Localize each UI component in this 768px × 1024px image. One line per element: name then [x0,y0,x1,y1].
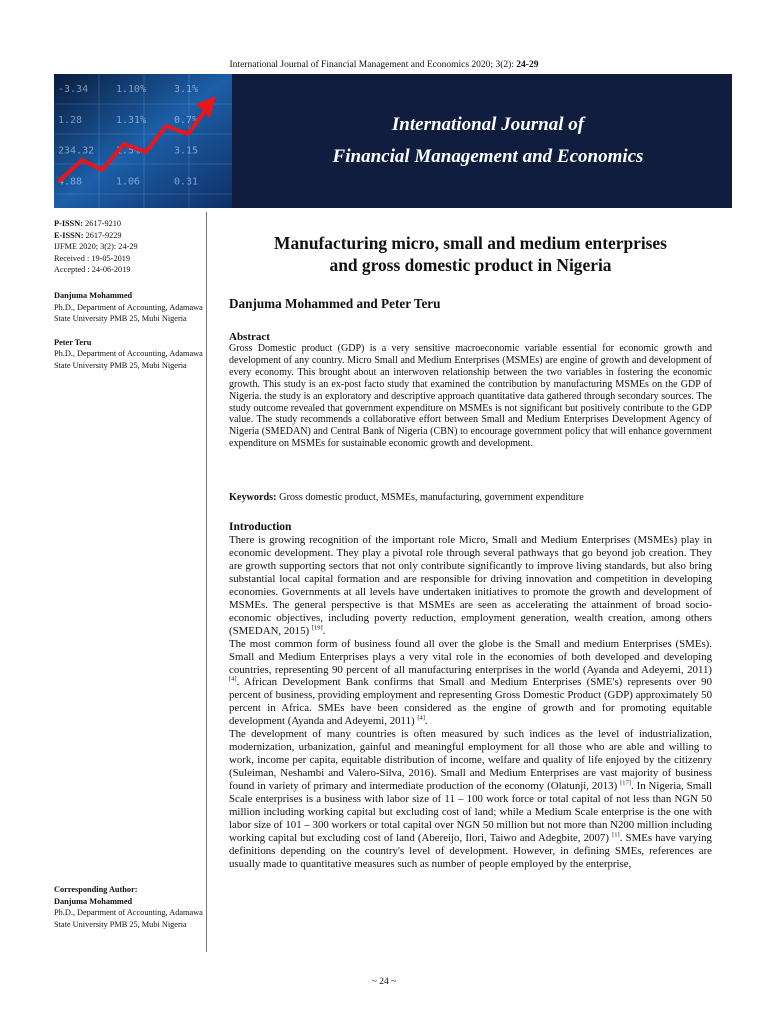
art-number: 1.31% [116,114,147,126]
accepted-date: Accepted : 24-06-2019 [54,265,131,275]
corresponding-label: Corresponding Author: [54,885,138,894]
eissn: E-ISSN: 2617-9229 [54,230,122,240]
article-title: Manufacturing micro, small and medium enterprises and gross domestic product in Nigeria [274,233,667,275]
journal-citation: International Journal of Financial Management and Economics 2020; 3(2): [229,60,517,70]
abstract-text: Gross Domestic product (GDP) is a very sensitive macroeconomic variable essential for economic growth and development of any country. Micro Small and Medium Enterprises (MSMEs) are engine of growth and development of every economy. This brought about an interwoven relationship between the two variables in fostering the economic growth. This study is an ex-post facto study that examined the contribution by manufacturing MSMEs on the GDP of Nigeria. the study is an exploratory and descriptive approach quantitative data gathered through secondary sources. The study outcome revealed that government expenditure on MSMEs is not significant but positively contribute to the GDP value. The study recommends a collaborative effort between Small and Medium Enterprises Development Agency of Nigeria (SMEDAN) and Central Bank of Nigeria (CBN) to encourage government policy that will enhance government expenditure on MSMEs for sustainable economic growth and development. [229,343,712,450]
citation-ref: [4] [417,714,425,722]
author-2-block [54,337,204,372]
art-number: 1.10% [116,84,147,95]
author-1-affiliation: Ph.D., Department of Accounting, Adamawa State University PMB 25, Mubi Nigeria [54,302,203,324]
page-number: ~ 24 ~ [371,977,397,987]
art-number: 234.32 [58,145,95,157]
art-number: 4.88 [58,176,83,188]
corresponding-affiliation: Ph.D., Department of Accounting, Adamawa State University PMB 25, Mubi Nigeria [54,908,203,929]
abstract-heading: Abstract [229,331,270,343]
article-sidebar [54,218,204,372]
journal-issue: IJFME 2020; 3(2): 24-29 [54,242,138,252]
art-number: 3.1% [174,84,199,95]
art-number: 0.7% [174,114,199,126]
received-date: Received : 19-05-2019 [54,253,131,263]
author-1-name: Danjuma Mohammed [54,290,133,300]
intro-paragraph-3: The development of many countries is often measured by such indices as the level of industrialization, modernization, urbanization, gainful and meaningful employment for all those who are able and willing to work, income per capita, equitable distribution of income, welfare and quality of life enjoyed by the citizenry (Suleiman, Neshambi and Valero-Silva, 2016). Small and Medium Enterprises are vast majority of business found in variety of primary and intermediate production of the economy (Olatunji, 2013) [17]. In Nigeria, Small Scale enterprises is a business with labor size of 11 – 100 work force or total capital of not less than NGN 50 million including working capital but excluding cost of land; while a Medium Scale enterprise is the one with labor size of 101 – 300 workers or total capital over NGN 50 million but not more than N200 million including working capital but excluding cost of land (Abereijo, Ilori, Taiwo and Adegbite, 2007) [1]. SMEs have varying definitions depending on the country's level of development. However, in defining SMEs, references are usually made to quantitative measures such as number of people employed by the enterprise, [229,728,712,870]
author-2-name: Peter Teru [54,337,92,347]
intro-paragraph-1: There is growing recognition of the important role Micro, Small and Medium Enterprises (MSMEs) play in economic development. They play a pivotal role through several pathways that go beyond job creation. They are growth supporting sectors that not only contribute significantly to improve living standards, but also bring substantial local capital formation and are responsible for driving innovation and competition in developing economies. Governments at all levels have undertaken initiatives to promote the growth and development of MSMEs. The general perspective is that MSMEs are seen as accelerating the attainment of broad socio-economic objectives, including poverty reduction, employment generation, wealth creation, among others (SMEDAN, 2015) [19]. [229,534,712,637]
corresponding-name: Danjuma Mohammed [54,896,133,906]
citation-ref: [4] [229,675,237,683]
art-number: 1.06 [116,176,141,188]
art-number: 1.5% [116,145,141,157]
journal-title-line-2: Financial Management and Economics [332,146,644,167]
column-divider [206,212,207,952]
citation-ref: [19] [311,624,323,632]
keywords [229,492,712,503]
citation-ref: [17] [620,779,631,787]
keywords-list: Gross domestic product, MSMEs, manufacturing, government expenditure [276,492,584,503]
art-number: 0.31 [174,176,199,188]
art-number: 3.15 [174,145,199,157]
pissn: P-ISSN: 2617-9210 [54,219,122,228]
author-1-block [54,290,204,325]
intro-paragraph-2: The most common form of business found all over the globe is the Small and medium Enterprises (SMEs). Small and Medium Enterprises plays a very vital role in the economies of both developed and developing countries, representing 90 percent of all manufacturing enterprises in the world (Ayanda and Adeyemi, 2011) [4]. African Development Bank confirms that Small and Medium Enterprises (SME's) represents over 90 percent of business, providing employment and representing Gross Domestic Product (GDP) approximately 50 percent in Africa. SMEs have been considered as the engine of growth and for promoting equitable development (Ayanda and Adeyemi, 2011) [4]. [229,637,712,728]
stock-chart-art [54,74,232,208]
article-authors: Danjuma Mohammed and Peter Teru [229,296,441,311]
art-number: 1.28 [58,114,83,126]
citation-ref: [1] [612,831,620,839]
journal-title-line-1: International Journal of [391,114,585,135]
corresponding-author [54,884,204,930]
introduction-text [229,534,712,871]
keywords-label: Keywords: [229,492,277,503]
introduction-heading: Introduction [229,521,292,533]
running-head [0,60,768,70]
author-2-affiliation: Ph.D., Department of Accounting, Adamawa State University PMB 25, Mubi Nigeria [54,349,203,370]
art-number: -3.34 [58,84,89,95]
page-range: 24-29 [516,60,539,70]
journal-banner [54,74,732,208]
